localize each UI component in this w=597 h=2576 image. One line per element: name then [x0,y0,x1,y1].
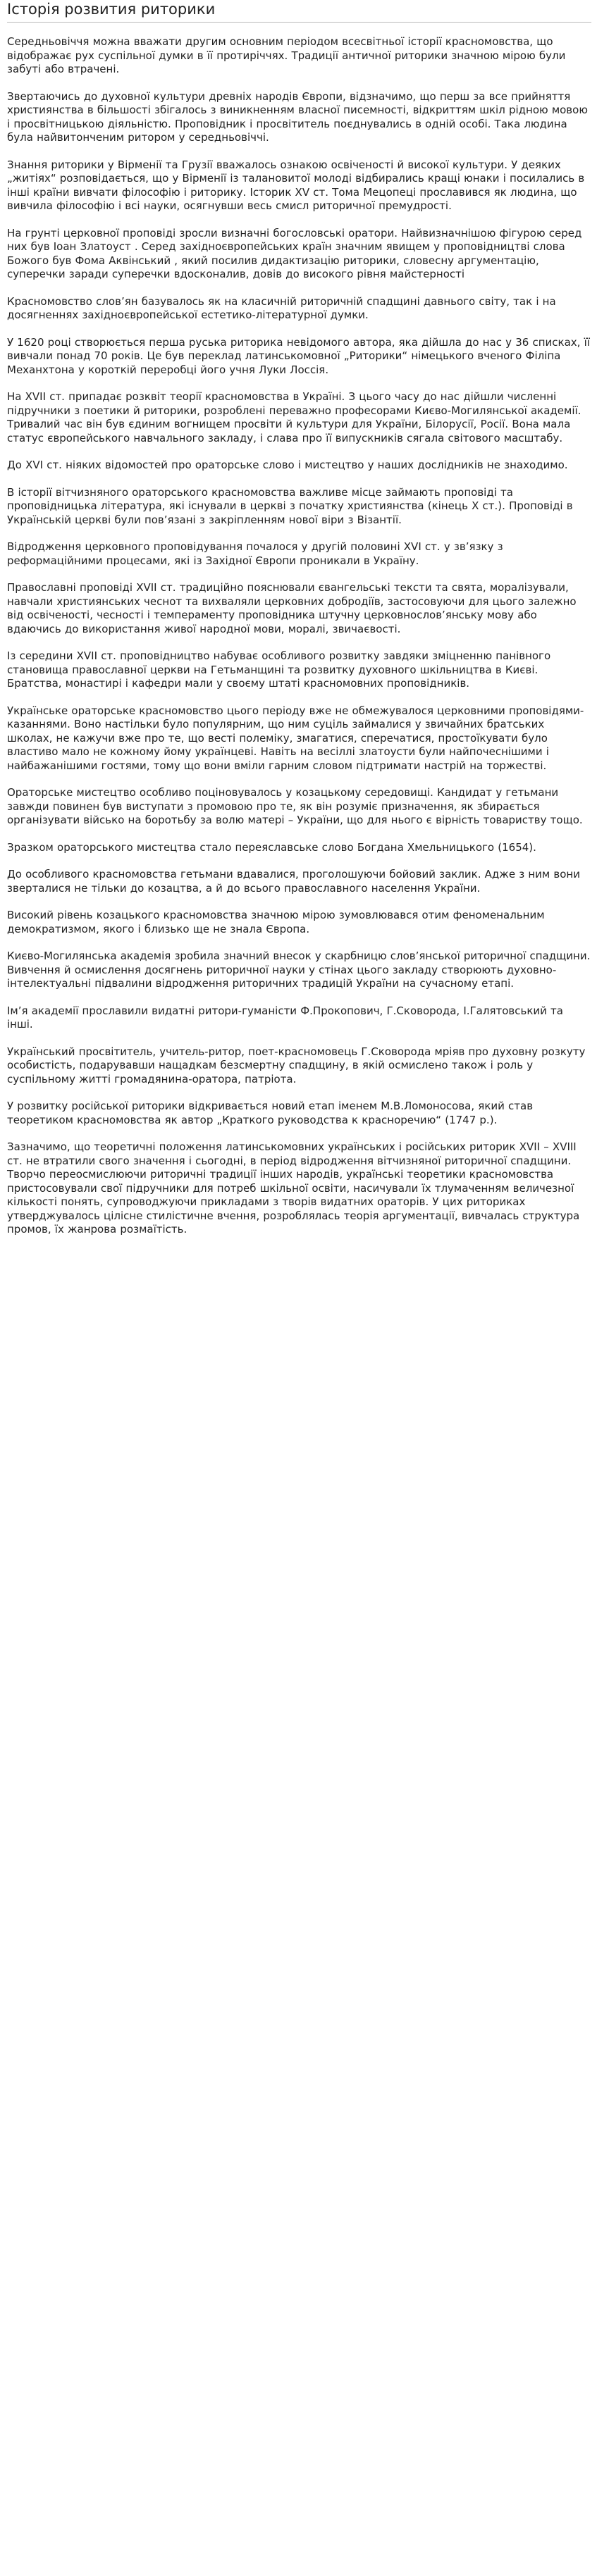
article-paragraph: До XVI ст. ніяких відомостей про ораторське слово і мистецтво у наших дослідників не знаходимо. [7,459,568,471]
article-paragraph: Відродження церковного проповідування почалося у другій половині XVI ст. у зв’язку з реформаційними процесами, які із Західної Європи проникали в Україну. [7,540,503,567]
article-paragraph: Ім’я академії прославили видатні ритори-гуманісти Ф.Прокопович, Г.Сковорода, І.Галятовський та інші. [7,1004,563,1031]
title-divider [7,22,591,23]
article-paragraph: На грунті церковної проповіді зросли визначні богословські оратори. Найвизначнішою фігурою серед них був Іоан Златоуст . Серед західноєвропейських країн значним явищем у проповідництві слова Божого був Фома Аквінський , який посилив дидактизацію риторики, словесну аргументацію, суперечки заради суперечки вдосконалив, довів до високого рівня майстерності [7,226,582,280]
article-paragraph: Звертаючись до духовної культури древніх народів Європи, відзначимо, що перш за все прийняття християнства в більшості збігалось з виникненням власної писемності, відкриттям шкіл рідною мовою і просвітницькою діяльністю. Проповідник і просвітитель поєднувались в одній особі. Така людина була найвитонченим ритором у середньовіччі. [7,89,588,144]
article-paragraph: Українське ораторське красномовство цього періоду вже не обмежувалося церковними проповідями-казаннями. Воно настільки було популярним, що ним суціль займалися у звичайних братських школах, не кажучи вже про те, що весті полеміку, змагатися, сперечатися, простоїкувати було властиво мало не кожному йому українцеві. Навіть на весіллі златоусти були найпочеснішими і найбажанішими гостями, тому що вони вміли гарним словом підтримати настрій на торжестві. [7,704,584,772]
article-paragraph: В історії вітчизняного ораторського красномовства важливе місце займають проповіді та проповідницька література, які існували в церкві з початку християнства (кінець X ст.). Проповіді в Українській церкві були пов’язані з закріпленням нової віри з Візантії. [7,485,573,526]
article-paragraph: Знання риторики у Вірменії та Грузії вважалось ознакою освіченості й високої культури. У деяких „житіях“ розповідається, що у Вірменії із талановитої молоді відбирались кращі юнаки і посилались в інші країни вивчати філософію і риторику. Історик XV ст. Тома Мецопеці прославився як людина, що вивчила філософію і всі науки, осягнувши весь смисл риторичної премудрості. [7,158,585,212]
page-title: Історія розвития риторики [7,1,216,18]
article-paragraph: Києво-Могилянська академія зробила значний внесок у скарбницю слов’янської риторичної спадщини. Вивчення й осмислення досягнень риторичної науки у стінах цього закладу створюють духовно-інтелектуальні підвалини відродження риторичних традицій України на сучасному етапі. [7,950,591,990]
article-body [7,35,591,1237]
article-paragraph: До особливого красномовства гетьмани вдавалися, проголошуючи бойовий заклик. Адже з ним вони зверталися не тільки до козацтва, а й до всього православного населення України. [7,868,580,895]
article-paragraph: Ораторське мистецтво особливо поціновувалось у козацькому середовищі. Кандидат у гетьмани завжди повинен був виступати з промовою про те, як він розуміє призначення, як збирається організувати військо на боротьбу за волю матері – України, що для нього є вірність товариству тощо. [7,786,583,826]
article-paragraph: Середньовіччя можна вважати другим основним періодом всесвітньої історії красномовства, що відображає рух суспільної думки в її протиріччях. Традиції античної риторики значною мірою були забуті або втрачені. [7,35,566,75]
article-paragraph: Красномовство слов’ян базувалось як на класичній риторичній спадщині давнього світу, так і на досягненнях західноєвропейської естетико-літературної думки. [7,294,556,321]
article-paragraph: Православні проповіді XVII ст. традиційно пояснювали євангельські тексти та свята, моралізували, навчали християнських чеснот та вихваляли церковних добродіїв, застосовуючи для цього залежно від освіченості, чесності і темпераменту проповідника штучну церковнослов’янську мову або вдаючись до використання живої народної мови, моралі, звичаєвості. [7,581,577,635]
article-paragraph: Високий рівень козацького красномовства значною мірою зумовлювався отим феноменальним демократизмом, якого і близько ще не знала Європа. [7,909,545,935]
article-paragraph: Український просвітитель, учитель-ритор, поет-красномовець Г.Сковорода мріяв про духовну розкуту особистість, подарувавши нащадкам безсмертну спадщину, в якій осмислено також і роль у суспільному житті громадянина-оратора, патріота. [7,1045,586,1085]
article-paragraph: У розвитку російської риторики відкривається новий етап іменем М.В.Ломоносова, який став теоретиком красномовства як автор „Краткого руководства к красноречию“ (1747 р.). [7,1100,534,1126]
article-paragraph: Зразком ораторського мистецтва стало переяславське слово Богдана Хмельницького (1654). [7,840,536,854]
article-paragraph: На XVII ст. припадає розквіт теорії красномовства в Україні. З цього часу до нас дійшли численні підручники з поетики й риторики, розроблені переважно професорами Києво-Могилянської академії. Тривалий час він був єдиним вогнищем просвіти й культури для України, Білорусії, Росії. Вона мала статус європейського навчального закладу, і слава про її випускників сягала світового масштабу. [7,390,581,444]
article-paragraph: Зазначимо, що теоретичні положення латинськомовних українських і російських риторик XVII – XVIII ст. не втратили свого значення і сьогодні, в період відродження вітчизняної риторичної спадщини. Творчо переосмислюючи риторичні традиції інших народів, українські теоретики красномовства пристосовували свої підручники для потреб шкільної освіти, насичували їх тлумаченням величезної кількості понять, супроводжуючи прикладами з творів видатних ораторів. У цих риториках утверджувалось цілісне стилістичне вчення, розроблялась теорія аргументації, вивчалась структура промов, їх жанрова розмаїтість. [7,1140,580,1236]
article-paragraph: У 1620 році створюється перша руська риторика невідомого автора, яка дійшла до нас у 36 списках, її вивчали понад 70 років. Це був переклад латинськомовної „Риторики“ німецького вченого Філіпа Механхтона у короткій переробці його учня Луки Лоссія. [7,335,590,376]
page [0,1,597,2576]
article-paragraph: Із середини XVII ст. проповідництво набуває особливого розвитку завдяки зміцненню панівного становища православної церкви на Гетьманщині та розвитку духовного шкільництва в Києві. Братства, монастирі і кафедри мали у своєму штаті красномовних проповідників. [7,649,551,690]
